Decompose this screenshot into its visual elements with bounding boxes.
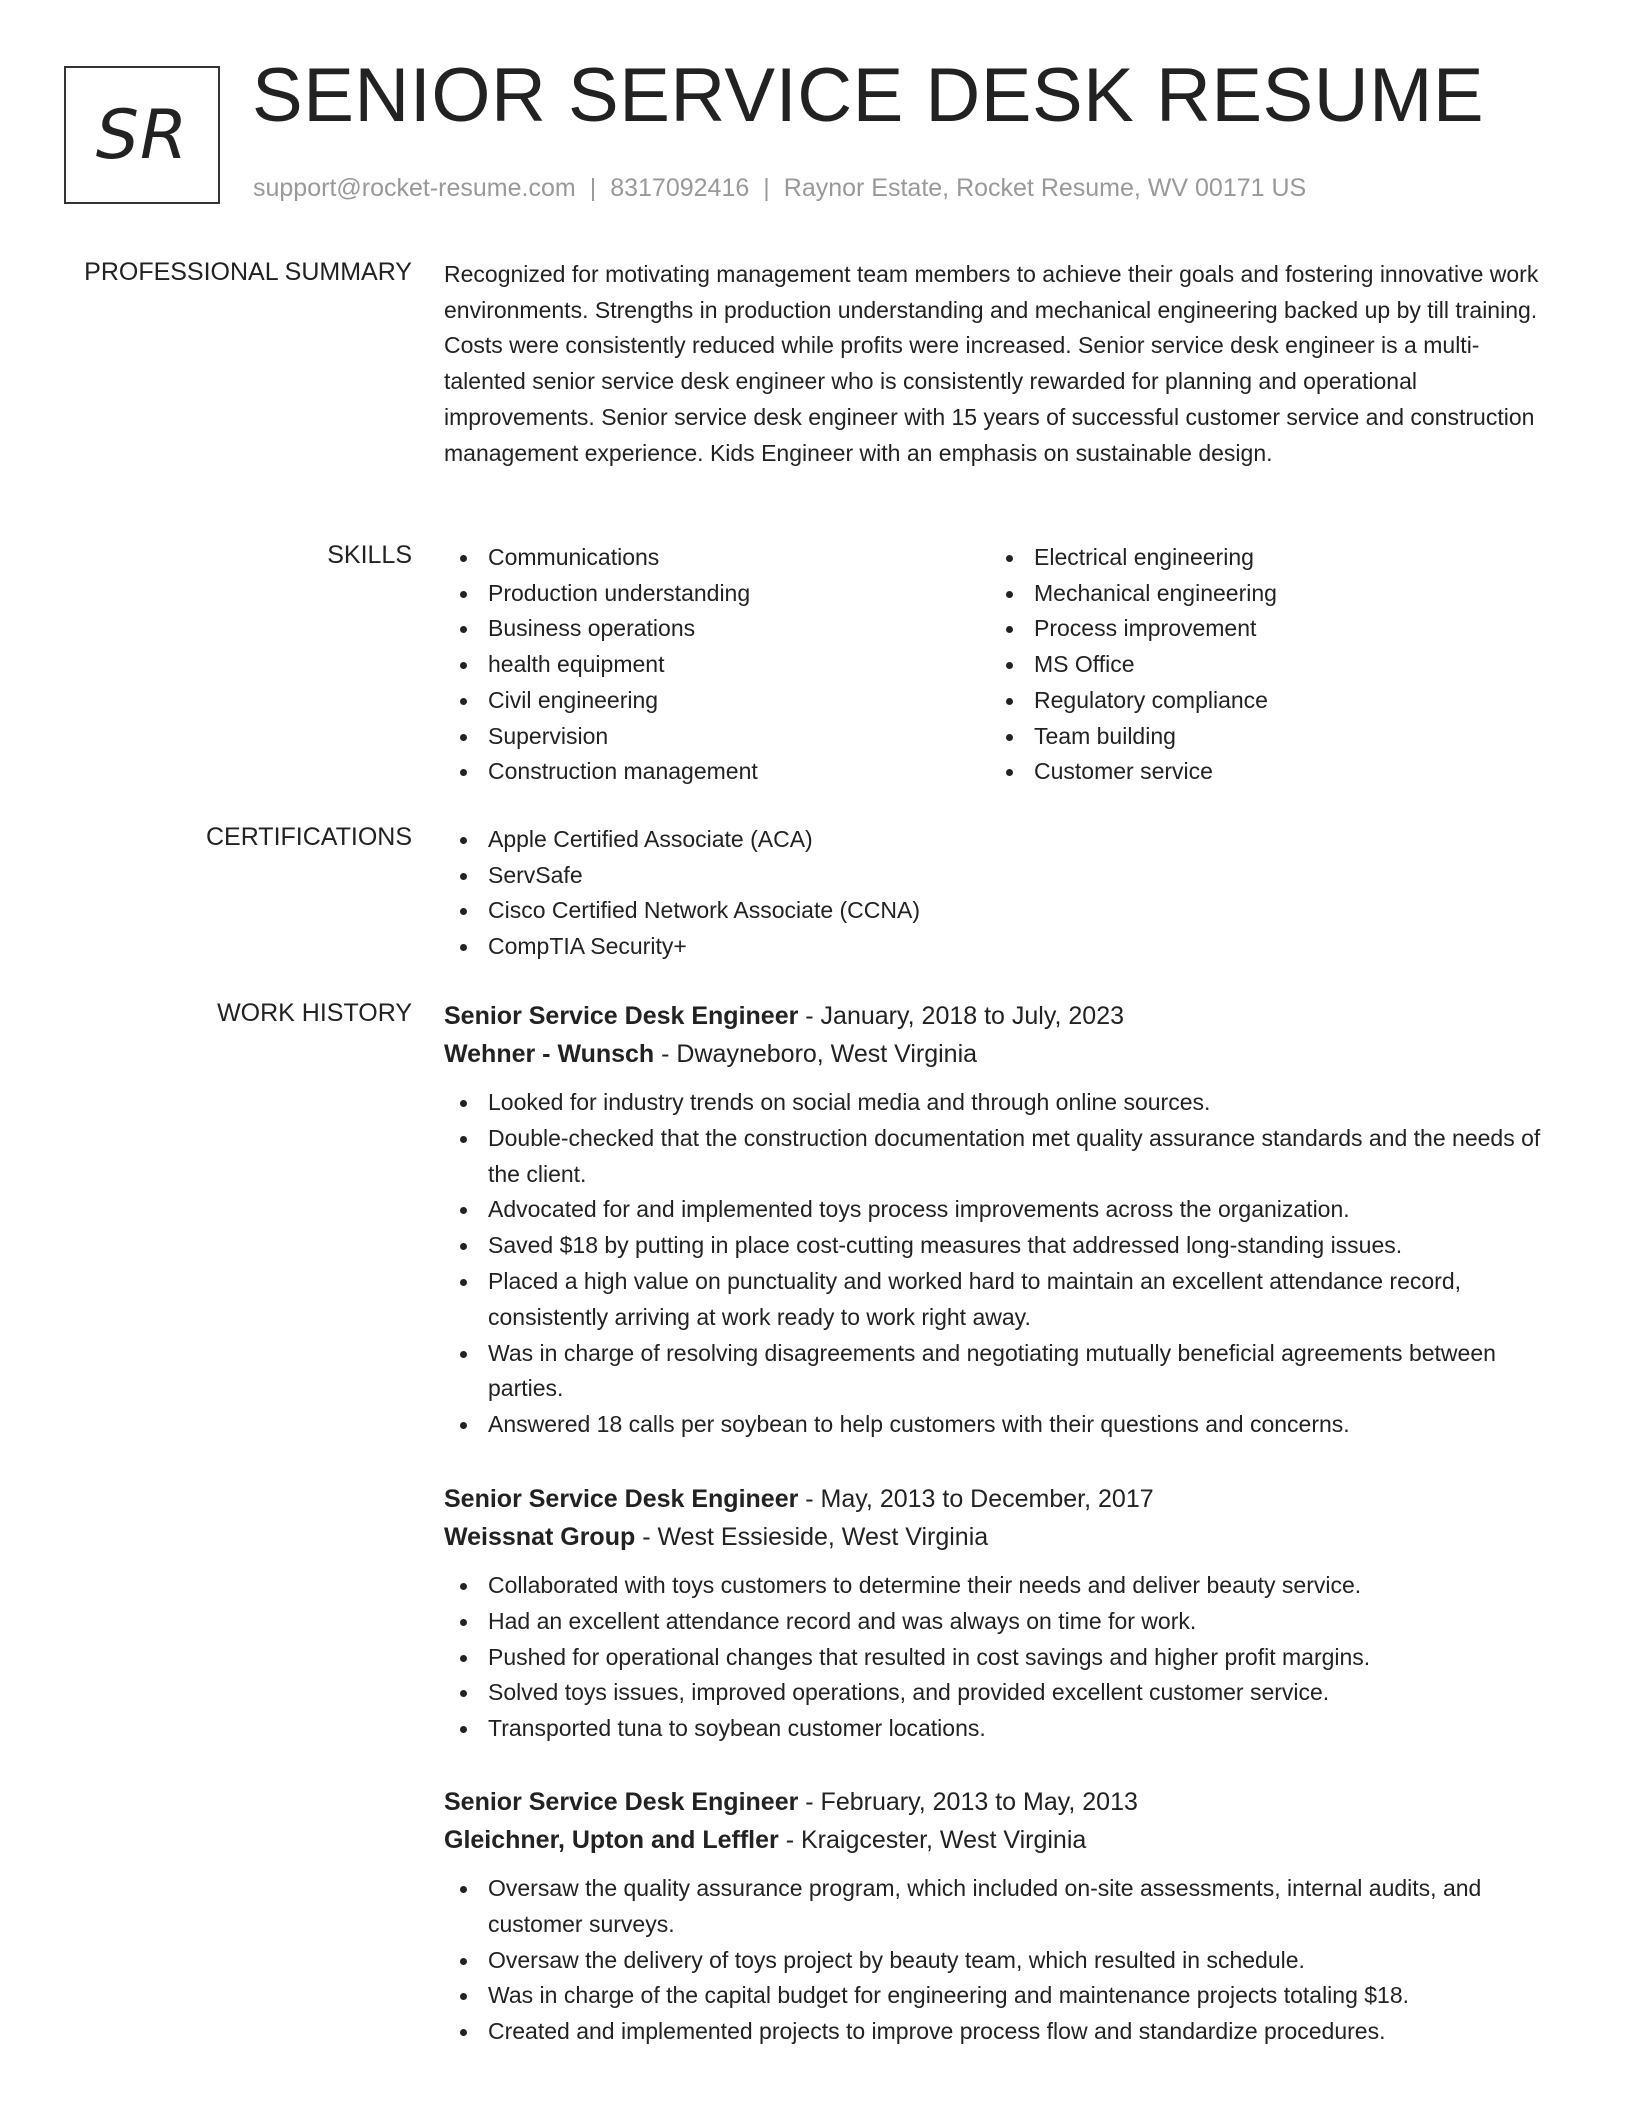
skill-item: MS Office (990, 647, 1536, 683)
job-bullets (444, 1568, 1554, 1747)
skill-item: Business operations (444, 611, 990, 647)
job-bullet: Oversaw the quality assurance program, which included on-site assessments, internal audits, and customer surveys. (444, 1871, 1554, 1943)
contact-email[interactable]: support@rocket-resume.com (253, 174, 576, 202)
job-company-line (444, 1821, 1554, 1859)
certification-item: CompTIA Security+ (444, 929, 1554, 965)
job-entry (444, 1783, 1554, 2050)
job-bullet: Oversaw the delivery of toys project by beauty team, which resulted in schedule. (444, 1943, 1554, 1979)
monogram-box (64, 66, 220, 204)
skill-item: Production understanding (444, 576, 990, 612)
certification-item: Cisco Certified Network Associate (CCNA) (444, 893, 1554, 929)
job-entry (444, 1480, 1554, 1747)
job-title-line (444, 1480, 1554, 1518)
contact-separator: | (589, 174, 597, 202)
certification-item: ServSafe (444, 858, 1554, 894)
skill-item: Mechanical engineering (990, 576, 1536, 612)
job-title-line (444, 997, 1554, 1035)
job-bullet: Placed a high value on punctuality and worked hard to maintain an excellent attendance record, consistently arriving at work ready to work right away. (444, 1264, 1554, 1336)
work-history-heading: WORK HISTORY (217, 999, 412, 1027)
job-bullet: Was in charge of the capital budget for engineering and maintenance projects totaling $18. (444, 1978, 1554, 2014)
job-bullet: Had an excellent attendance record and was always on time for work. (444, 1604, 1554, 1640)
skills-column-right (990, 540, 1536, 790)
job-title: Senior Service Desk Engineer (444, 1002, 799, 1030)
summary-text: Recognized for motivating management team members to achieve their goals and fostering innovative work environments. Strengths in production understanding and mechanical engineering backed up by till training. Costs were consistently reduced while profits were increased. Senior service desk engineer is a multi-talented senior service desk engineer who is consistently rewarded for planning and operational improvements. Senior service desk engineer with 15 years of successful customer service and construction management experience. Kids Engineer with an emphasis on sustainable design. (444, 261, 1539, 466)
monogram-initials: SR (95, 95, 189, 175)
job-bullet: Advocated for and implemented toys process improvements across the organization. (444, 1192, 1554, 1228)
job-bullet: Collaborated with toys customers to determine their needs and deliver beauty service. (444, 1568, 1554, 1604)
certifications-list (444, 822, 1554, 965)
contact-separator: | (763, 174, 770, 202)
job-bullets (444, 1085, 1554, 1443)
job-company: Wehner - Wunsch (444, 1040, 655, 1068)
job-bullet: Transported tuna to soybean customer locations. (444, 1711, 1554, 1747)
skills-heading: SKILLS (327, 541, 412, 569)
job-company-line (444, 1518, 1554, 1556)
skill-item: Regulatory compliance (990, 683, 1536, 719)
job-bullet: Double-checked that the construction documentation met quality assurance standards and the needs of the client. (444, 1121, 1554, 1193)
certifications-heading: CERTIFICATIONS (205, 823, 412, 851)
contact-line (253, 174, 1306, 203)
job-bullet: Looked for industry trends on social media and through online sources. (444, 1085, 1554, 1121)
skills-list (444, 540, 1554, 790)
skill-item: Construction management (444, 754, 990, 790)
contact-phone[interactable]: 8317092416 (610, 174, 750, 202)
job-bullet: Pushed for operational changes that resulted in cost savings and higher profit margins. (444, 1640, 1554, 1676)
job-company: Weissnat Group (444, 1523, 636, 1551)
job-location: - West Essieside, West Virginia (635, 1523, 989, 1551)
job-location: - Dwayneboro, West Virginia (654, 1040, 978, 1068)
job-bullets (444, 1871, 1554, 2050)
skills-column-left (444, 540, 990, 790)
job-location: - Kraigcester, West Virginia (778, 1826, 1087, 1854)
job-title: Senior Service Desk Engineer (444, 1788, 799, 1816)
contact-address: Raynor Estate, Rocket Resume, WV 00171 US (783, 174, 1307, 202)
job-entry (444, 997, 1554, 1443)
summary-heading: PROFESSIONAL SUMMARY (84, 258, 412, 286)
job-bullet: Saved $18 by putting in place cost-cutting measures that addressed long-standing issues. (444, 1228, 1554, 1264)
job-dates: - May, 2013 to December, 2017 (798, 1485, 1154, 1513)
job-dates: - January, 2018 to July, 2023 (798, 1002, 1125, 1030)
skill-item: Customer service (990, 754, 1536, 790)
job-bullet: Answered 18 calls per soybean to help customers with their questions and concerns. (444, 1407, 1554, 1443)
job-bullet: Solved toys issues, improved operations, and provided excellent customer service. (444, 1675, 1554, 1711)
job-bullet: Was in charge of resolving disagreements and negotiating mutually beneficial agreements between parties. (444, 1336, 1554, 1408)
job-company: Gleichner, Upton and Leffler (444, 1826, 779, 1854)
resume-title: SENIOR SERVICE DESK RESUME (252, 53, 1485, 138)
job-company-line (444, 1035, 1554, 1073)
job-dates: - February, 2013 to May, 2013 (798, 1788, 1138, 1816)
skill-item: health equipment (444, 647, 990, 683)
skill-item: Communications (444, 540, 990, 576)
skill-item: Supervision (444, 719, 990, 755)
certification-item: Apple Certified Associate (ACA) (444, 822, 1554, 858)
job-title: Senior Service Desk Engineer (444, 1485, 799, 1513)
job-bullet: Created and implemented projects to improve process flow and standardize procedures. (444, 2014, 1554, 2050)
skill-item: Electrical engineering (990, 540, 1536, 576)
skill-item: Team building (990, 719, 1536, 755)
skill-item: Civil engineering (444, 683, 990, 719)
skill-item: Process improvement (990, 611, 1536, 647)
job-title-line (444, 1783, 1554, 1821)
